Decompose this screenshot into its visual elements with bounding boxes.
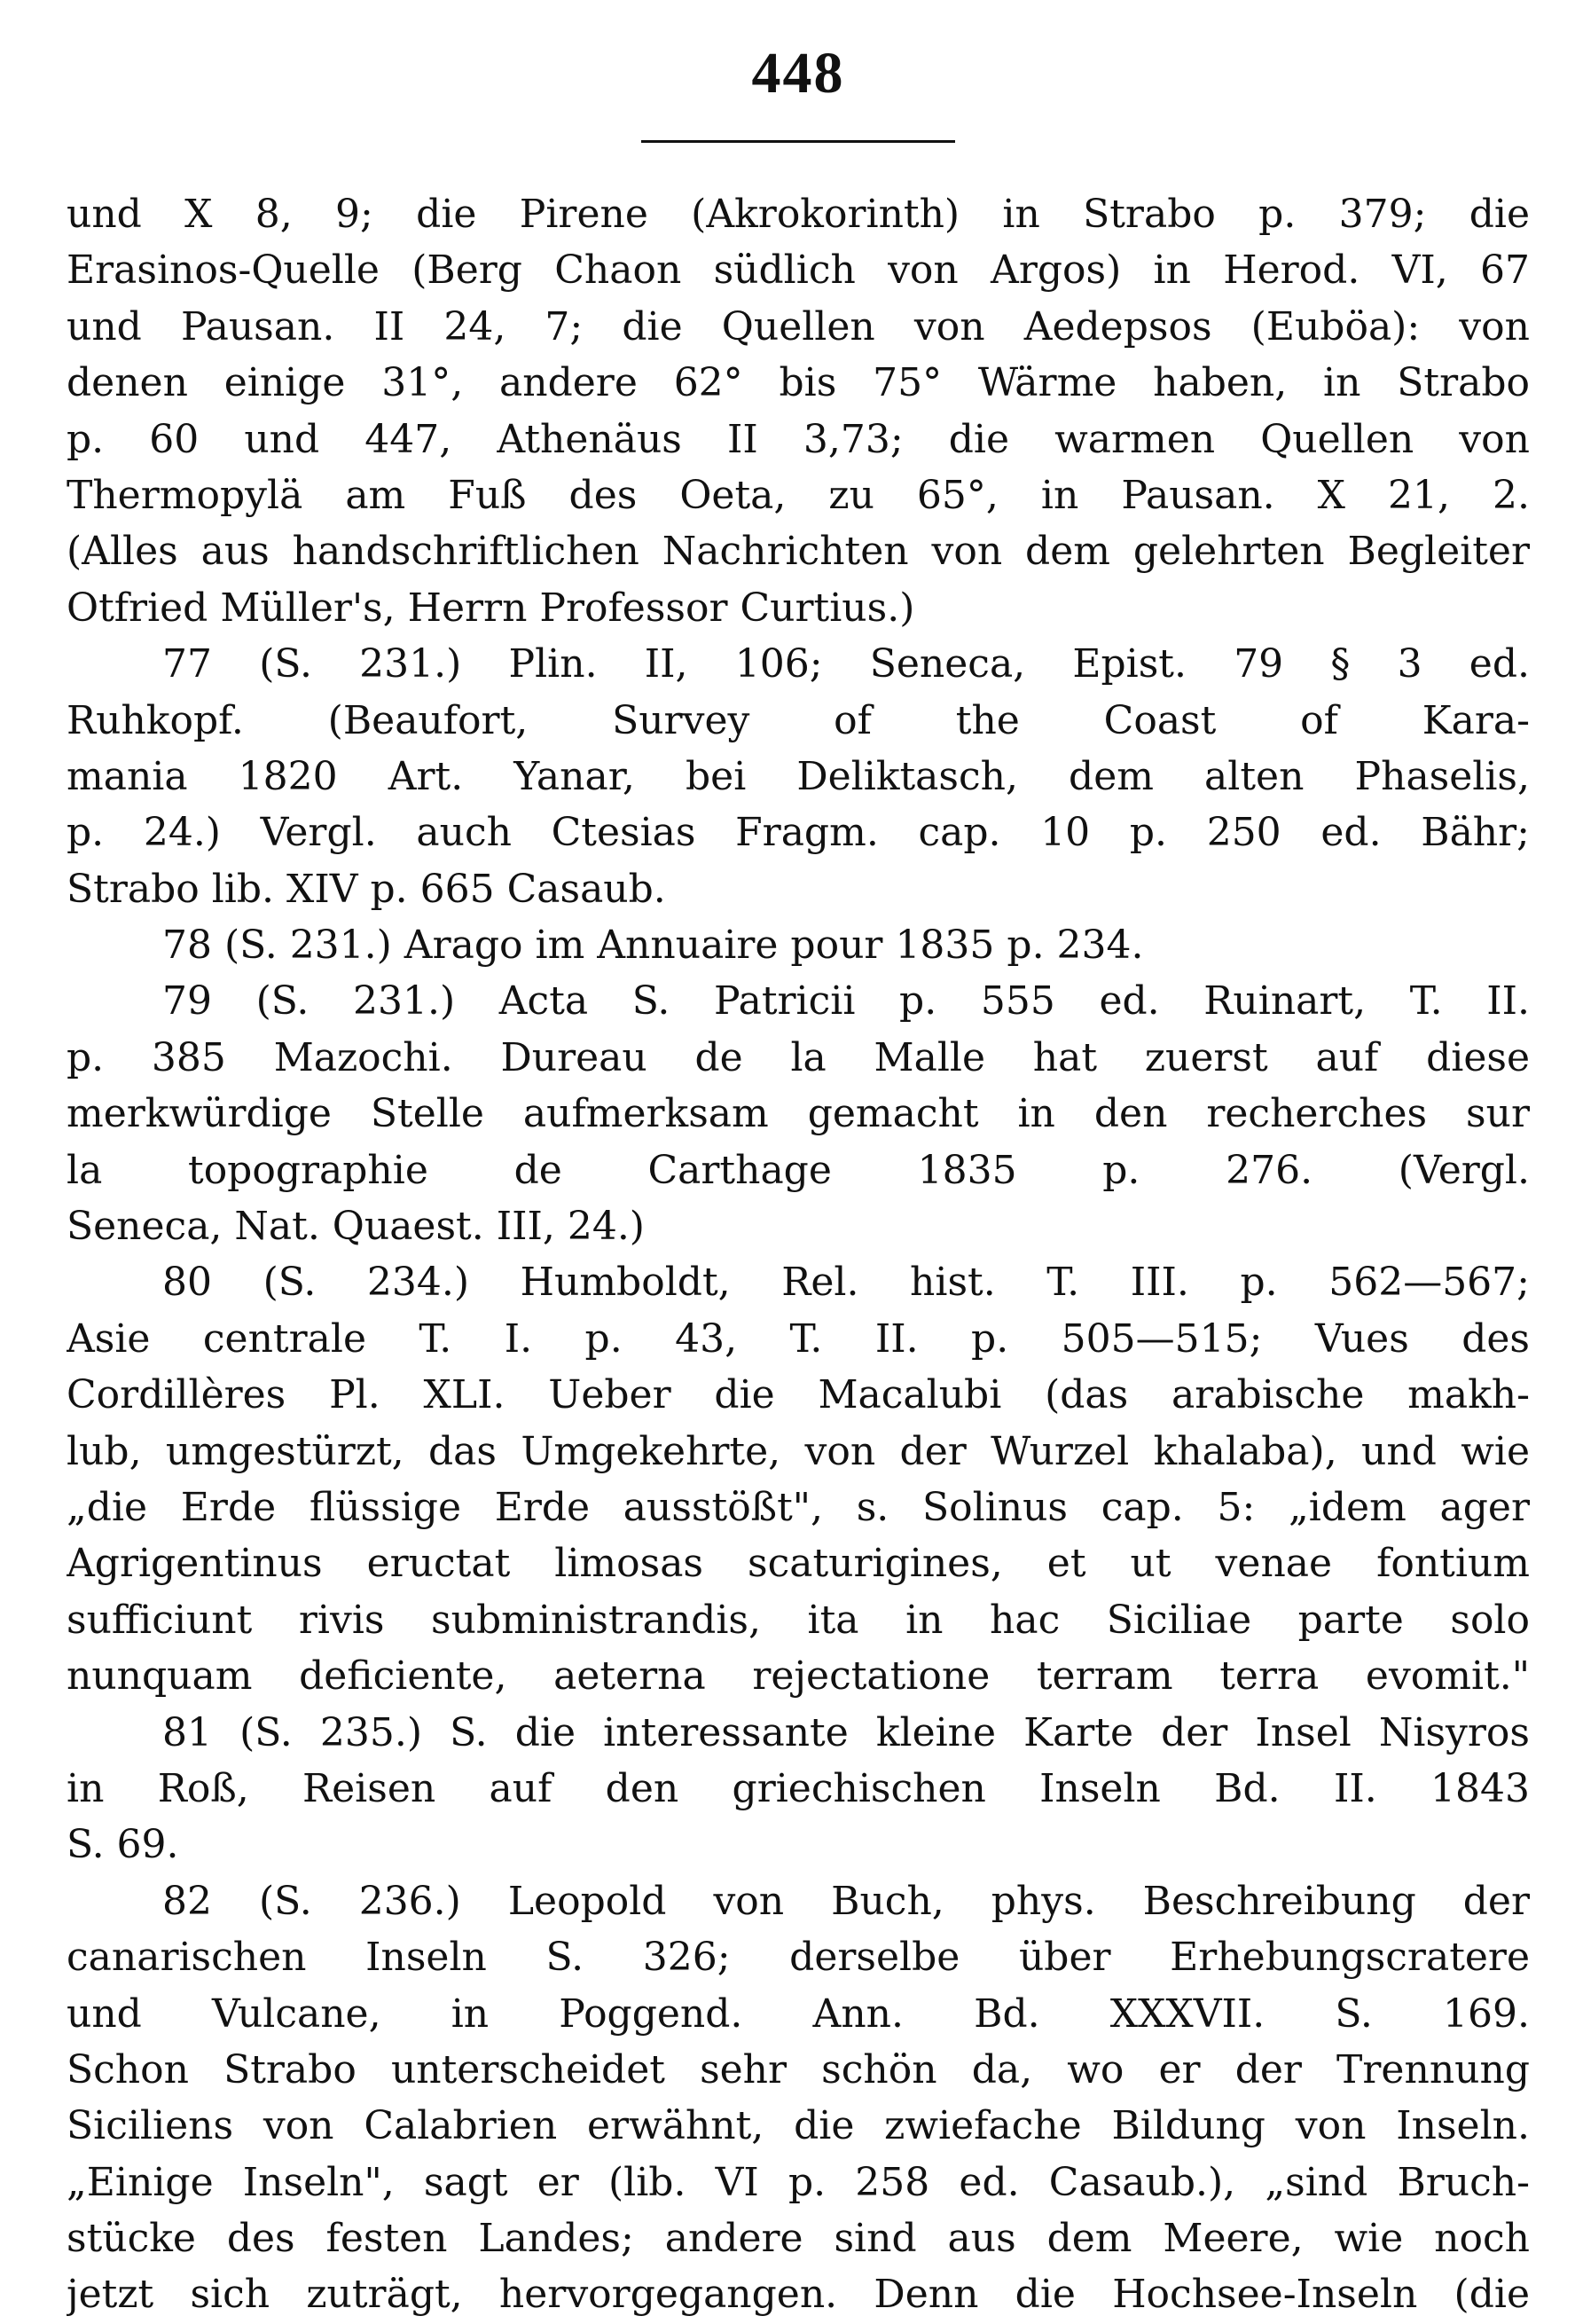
- text-line: canarischen Inseln S. 326; derselbe über Erhebungscratere: [67, 1935, 1530, 1981]
- text-line: „die Erde flüssige Erde ausstößt", s. Solinus cap. 5: „idem ager: [67, 1484, 1530, 1530]
- text-line: la topographie de Carthage 1835 p. 276. (Vergl.: [67, 1147, 1530, 1193]
- text-line: denen einige 31°, andere 62° bis 75° Wärme haben, in Strabo: [67, 360, 1530, 406]
- text-line: und Pausan. II 24, 7; die Quellen von Aedepsos (Euböa): von: [67, 303, 1530, 349]
- page-number: 448: [751, 41, 845, 106]
- text-line: und X 8, 9; die Pirene (Akrokorinth) in Strabo p. 379; die: [67, 192, 1530, 237]
- document-page: [67, 35, 1530, 2318]
- text-line: Strabo lib. XIV p. 665 Casaub.: [67, 866, 666, 912]
- text-line: in Roß, Reisen auf den griechischen Inseln Bd. II. 1843: [67, 1765, 1530, 1811]
- text-line: jetzt sich zuträgt, hervorgegangen. Denn die Hochsee-Inseln (die: [67, 2272, 1530, 2318]
- header-rule: [641, 140, 955, 143]
- text-line: 79 (S. 231.) Acta S. Patricii p. 555 ed. Ruinart, T. II.: [162, 978, 1530, 1025]
- text-line: Schon Strabo unterscheidet sehr schön da, wo er der Trennung: [67, 2046, 1530, 2092]
- text-line: Agrigentinus eructat limosas scaturigines, et ut venae fontium: [67, 1541, 1530, 1587]
- text-line: Erasinos-Quelle (Berg Chaon südlich von Argos) in Herod. VI, 67: [67, 247, 1530, 294]
- text-line: Otfried Müller's, Herrn Professor Curtius.): [67, 585, 915, 631]
- text-line: p. 24.) Vergl. auch Ctesias Fragm. cap. 10 p. 250 ed. Bähr;: [67, 810, 1530, 856]
- text-line: Ruhkopf. (Beaufort, Survey of the Coast of Kara-: [67, 697, 1530, 743]
- text-line: Seneca, Nat. Quaest. III, 24.): [67, 1204, 645, 1250]
- text-line: 80 (S. 234.) Humboldt, Rel. hist. T. III. p. 562—567;: [162, 1260, 1530, 1306]
- text-line: nunquam deficiente, aeterna rejectatione terram terra evomit.": [67, 1653, 1530, 1700]
- footnotes-text: [67, 186, 1530, 2323]
- text-line: 77 (S. 231.) Plin. II, 106; Seneca, Epist. 79 § 3 ed.: [162, 641, 1530, 687]
- text-line: sufficiunt rivis subministrandis, ita in hac Siciliae parte solo: [67, 1597, 1530, 1643]
- text-line: mania 1820 Art. Yanar, bei Deliktasch, dem alten Phaselis,: [67, 753, 1530, 799]
- text-line: 78 (S. 231.) Arago im Annuaire pour 1835 p. 234.: [162, 923, 1144, 969]
- text-line: Siciliens von Calabrien erwähnt, die zwiefache Bildung von Inseln.: [67, 2103, 1530, 2149]
- text-line: merkwürdige Stelle aufmerksam gemacht in den recherches sur: [67, 1091, 1530, 1137]
- text-line: p. 60 und 447, Athenäus II 3,73; die warmen Quellen von: [67, 416, 1530, 462]
- text-line: S. 69.: [67, 1822, 179, 1868]
- text-line: (Alles aus handschriftlichen Nachrichten von dem gelehrten Begleiter: [67, 529, 1530, 575]
- text-line: Asie centrale T. I. p. 43, T. II. p. 505—515; Vues des: [67, 1315, 1530, 1362]
- text-line: Thermopylä am Fuß des Oeta, zu 65°, in Pausan. X 21, 2.: [67, 472, 1530, 518]
- text-line: p. 385 Mazochi. Dureau de la Malle hat zuerst auf diese: [67, 1034, 1530, 1080]
- text-line: 82 (S. 236.) Leopold von Buch, phys. Beschreibung der: [162, 1878, 1530, 1924]
- text-line: „Einige Inseln", sagt er (lib. VI p. 258 ed. Casaub.), „sind Bruch-: [67, 2159, 1530, 2205]
- text-line: 81 (S. 235.) S. die interessante kleine Karte der Insel Nisyros: [162, 1709, 1530, 1755]
- text-line: Cordillères Pl. XLI. Ueber die Macalubi (das arabische makh-: [67, 1372, 1530, 1418]
- text-line: und Vulcane, in Poggend. Ann. Bd. XXXVII. S. 169.: [67, 1990, 1530, 2037]
- text-line: lub, umgestürzt, das Umgekehrte, von der Wurzel khalaba), und wie: [67, 1428, 1530, 1474]
- text-line: stücke des festen Landes; andere sind aus dem Meere, wie noch: [67, 2216, 1530, 2262]
